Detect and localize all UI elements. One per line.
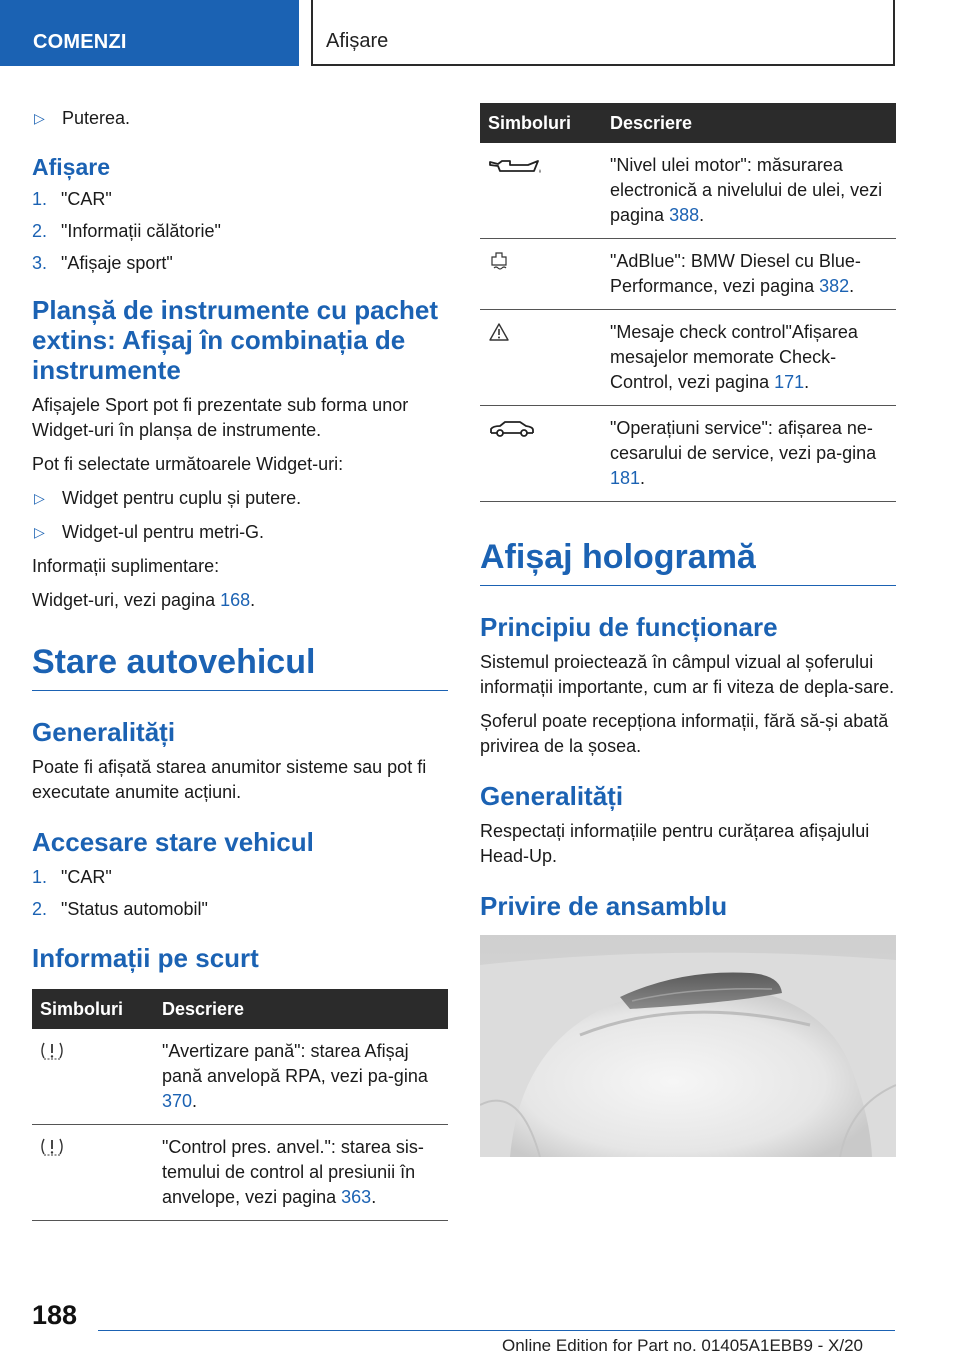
warning-triangle-icon bbox=[488, 322, 510, 342]
generalitati-heading: Generalități bbox=[32, 717, 176, 747]
column-header: Descriere bbox=[162, 989, 448, 1029]
bullet-item: ▷ Puterea. bbox=[34, 108, 131, 128]
tire-warning-icon bbox=[40, 1041, 64, 1061]
section-tab bbox=[311, 0, 895, 66]
symbols-table-left bbox=[32, 989, 448, 1221]
table-row bbox=[480, 143, 896, 239]
left-column bbox=[32, 100, 448, 1221]
page-link[interactable]: 382 bbox=[819, 276, 850, 296]
column-header: Simboluri bbox=[480, 103, 610, 143]
stare-heading: Stare autovehicul bbox=[32, 643, 448, 691]
column-header: Descriere bbox=[610, 103, 896, 143]
bullet-triangle-icon: ▷ bbox=[34, 110, 45, 126]
informatii-heading: Informații pe scurt bbox=[32, 943, 259, 973]
section-title: Afișare bbox=[326, 30, 389, 52]
page-link[interactable]: 370 bbox=[162, 1091, 193, 1111]
bullet-triangle-icon: ▷ bbox=[34, 524, 45, 540]
info-label: Informații suplimentare: bbox=[32, 556, 220, 576]
table-cell: "Nivel ulei motor": măsurarea electronică a nivelului de ulei, vezi pagina 388. bbox=[610, 143, 896, 239]
plansa-paragraph: Afișajele Sport pot fi prezentate sub forma unor Widget-uri în planșa de instrumente. bbox=[32, 395, 409, 440]
table-cell: "Operațiuni service": afișarea ne-cesarului de service, vezi pa-gina 181. bbox=[610, 406, 896, 502]
accesare-heading: Accesare stare vehicul bbox=[32, 827, 314, 857]
table-cell: "Avertizare pană": starea Afișaj pană anvelopă RPA, vezi pa-gina 370. bbox=[162, 1029, 448, 1125]
step-item: 2. "Status automobil" bbox=[32, 899, 208, 919]
table-row bbox=[32, 1029, 448, 1125]
page-link[interactable]: 181 bbox=[610, 468, 641, 488]
right-column bbox=[480, 103, 896, 1157]
table-cell: "AdBlue": BMW Diesel cu Blue-Performance, vezi pagina 382. bbox=[610, 239, 896, 310]
car-service-icon bbox=[488, 420, 536, 438]
privire-heading: Privire de ansamblu bbox=[480, 891, 728, 921]
table-row bbox=[480, 406, 896, 502]
footer-divider bbox=[98, 1330, 895, 1331]
oil-can-icon bbox=[488, 157, 544, 175]
adblue-icon bbox=[488, 251, 510, 271]
principiu-paragraph: Sistemul proiectează în câmpul vizual al șoferului informații importante, cum ar fi viteza de depla-sare. bbox=[480, 652, 895, 697]
generalitati-paragraph: Poate fi afișată starea anumitor sisteme sau pot fi executate anumite acțiuni. bbox=[32, 757, 427, 802]
principiu-paragraph: Șoferul poate recepționa informații, fără să-și abată privirea de la șosea. bbox=[480, 711, 889, 756]
plansa-paragraph: Pot fi selectate următoarele Widget-uri: bbox=[32, 454, 344, 474]
principiu-heading: Principiu de funcționare bbox=[480, 612, 778, 642]
page-link[interactable]: 363 bbox=[341, 1187, 372, 1207]
generalitati-heading-right: Generalități bbox=[480, 781, 624, 811]
bullet-item: ▷ Widget-ul pentru metri-G. bbox=[34, 522, 265, 542]
table-row bbox=[480, 310, 896, 406]
step-item: 1. "CAR" bbox=[32, 867, 112, 887]
edition-text: Online Edition for Part no. 01405A1EBB9 - X/20 bbox=[502, 1336, 864, 1355]
table-row bbox=[480, 239, 896, 310]
info-reference: Widget-uri, vezi pagina 168. bbox=[32, 590, 256, 610]
column-header: Simboluri bbox=[32, 989, 162, 1029]
table-row bbox=[32, 1125, 448, 1221]
step-item: 3. "Afișaje sport" bbox=[32, 253, 173, 273]
holograma-heading: Afișaj hologramă bbox=[480, 538, 896, 586]
symbols-table-right bbox=[480, 103, 896, 502]
afisare-steps bbox=[32, 187, 448, 275]
table-cell: "Mesaje check control"Afișarea mesajelor memorate Check-Control, vezi pagina 171. bbox=[610, 310, 896, 406]
generalitati-paragraph-right: Respectați informațiile pentru curățarea afișajului Head-Up. bbox=[480, 821, 870, 866]
page-link[interactable]: 388 bbox=[669, 205, 700, 225]
bullet-triangle-icon: ▷ bbox=[34, 490, 45, 506]
afisare-heading: Afișare bbox=[32, 154, 110, 180]
tire-warning-icon bbox=[40, 1137, 64, 1157]
chapter-tab[interactable] bbox=[0, 0, 299, 66]
table-header-row bbox=[32, 989, 448, 1029]
accesare-steps bbox=[32, 865, 448, 921]
page-link[interactable]: 171 bbox=[774, 372, 805, 392]
page-header bbox=[0, 0, 960, 66]
page-number: 188 bbox=[32, 1300, 78, 1330]
step-item: 1. "CAR" bbox=[32, 189, 112, 209]
step-item: 2. "Informații călătorie" bbox=[32, 221, 221, 241]
table-cell: "Control pres. anvel.": starea sis-temului de control al presiunii în anvelope, vezi pagina 363. bbox=[162, 1125, 448, 1221]
head-up-display-photo bbox=[480, 935, 896, 1157]
page-link[interactable]: 168 bbox=[220, 590, 251, 610]
plansa-heading: Planșă de instrumente cu pachet extins: Afișaj în combinația de instrumente bbox=[32, 295, 439, 385]
chapter-title: COMENZI bbox=[33, 31, 127, 53]
table-header-row bbox=[480, 103, 896, 143]
bullet-item: ▷ Widget pentru cuplu și putere. bbox=[34, 488, 302, 508]
